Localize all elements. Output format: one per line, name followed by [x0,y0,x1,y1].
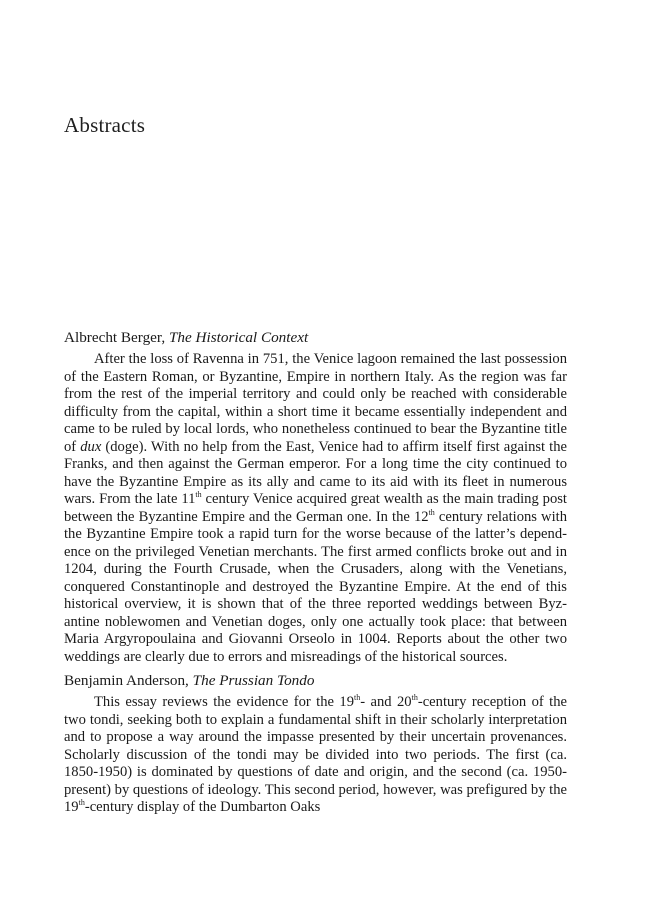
text-run: -century display of the Dumbarton Oaks [84,799,321,815]
ordinal-suffix: th [411,693,418,703]
abstract-work-title: The Prussian Tondo [192,672,315,689]
text-run: This essay reviews the evidence for the 19 [94,694,354,710]
ordinal-suffix: th [195,490,202,500]
ordinal-suffix: th [428,507,435,517]
ordinal-suffix: th [354,693,361,703]
ordinal-suffix: th [78,798,85,808]
abstract-body [64,351,567,666]
abstract-author: Albrecht Berger, [64,329,166,346]
abstract-body [64,694,567,817]
abstract-entry [64,672,567,817]
text-run: century Venice acquired great wealth as the main trading post between the Byzantine Empire and the German one. In the 12 [64,491,567,525]
text-run: -century reception of the two tondi, seeking both to explain a fundamental shift in their scholarly interpretation and to propose a way around the impasse presented by their uncertain provenances. Scholarly discussion of the tondi may be divided into two periods. The first (ca. 1850-1950) is dominated by questions of date and origin, and the second (ca. 1950-present) by questions of ideology. This second period, however, was prefigured by the 19 [64,694,567,815]
abstract-entry [64,329,567,666]
abstract-author: Benjamin Anderson, [64,672,189,689]
italic-term: dux [80,438,102,455]
text-run: - and 20 [360,694,412,710]
abstract-work-title: The Historical Context [168,329,309,346]
page-heading: Abstracts [64,113,146,137]
abstract-title [64,672,567,690]
abstract-title [64,329,567,347]
text-run: After the loss of Ravenna in 751, the Venice lagoon remained the last possession of the Eastern Roman, or Byzantine, Empire in northern Italy. As the region was far from the rest of the imperial territory and could only be reached with considerable difficulty from the capital, within a short time it became essentially independent and came to be ruled by local lords, who nonetheless continued to bear the Byzantine title of [64,351,567,455]
text-run: century relations with the Byzantine Empire took a rapid turn for the worse because of the latter’s dependence on the privileged Venetian merchants. The first armed conflicts broke out and in 1204, during the Fourth Crusade, when the Crusaders, along with the Venetians, conquered Constantinople and destroyed the Byzantine Empire. At the end of this historical overview, it is shown that of the three reported weddings between Byzantine noblewomen and Venetian doges, only one actually took place: that between Maria Argyropoulaina and Giovanni Orseolo in 1004. Reports about the other two weddings are clearly due to errors and misreadings of the historical sources. [64,508,567,665]
text-run: (doge). With no help from the East, Venice had to affirm itself first against the Franks, and then against the German emperor. For a long time the city continued to have the Byzantine Empire as its ally and came to its aid with its fleet in numerous wars. From the late 11 [64,438,567,507]
